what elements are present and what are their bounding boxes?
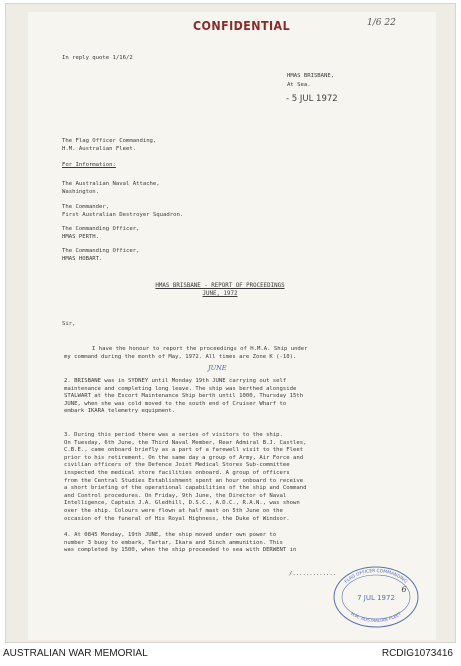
info-addressee: Washington. <box>62 189 100 195</box>
text-line: STALWART at the Escort Maintenance Ship berth until 1000, Thursday 15th <box>64 393 304 400</box>
text-line: number 3 buoy to embark, Tartar, Ikara and 5inch ammunition. This <box>64 539 283 546</box>
text-line: over the ship. Colours were flown at half mast on 5th June on the <box>64 507 283 514</box>
paragraph-1 <box>64 346 392 361</box>
report-title-line: HMAS BRISBANE - REPORT OF PROCEEDINGS <box>155 283 285 289</box>
text-line: occasion of the funeral of His Royal Highness, the Duke of Windsor. <box>64 515 290 522</box>
text-line: my command during the month of May, 1972. All times are Zone K (-10). <box>64 353 297 360</box>
info-addressee: The Commanding Officer, <box>62 248 140 254</box>
stamp-handwritten-number: 6 <box>401 585 407 594</box>
text-line: from the Central Studies Establishment spent an hour onboard to receive <box>64 477 304 484</box>
text-line: I have the honour to report the proceedings of H.M.A. Ship under <box>92 346 308 352</box>
text-line: inspected the medical store facilities onboard. A group of officers <box>64 469 290 476</box>
paragraph-3 <box>64 432 392 523</box>
date-stamp: - 5 JUL 1972 <box>286 94 338 104</box>
addressee-line: The Flag Officer Commanding, <box>62 138 157 144</box>
text-line: civilian officers of the Defence Joint Medical Stores Sub-committee <box>64 462 290 469</box>
text-line: a short briefing of the operational capabilities of the ship and Command <box>64 485 307 492</box>
for-information-label: For Information: <box>62 162 116 168</box>
text-line: embark IKARA telemetry equipment. <box>64 408 176 415</box>
location: At Sea. <box>287 82 311 88</box>
stamp-date: 7 JUL 1972 <box>357 594 395 602</box>
info-addressee: HMAS HOBART. <box>62 256 103 262</box>
addressee-line: H.M. Australian Fleet. <box>62 146 137 152</box>
confidential-stamp: CONFIDENTIAL <box>193 19 291 33</box>
signature-dots: /............. <box>289 571 337 577</box>
text-line: 2. BRISBANE was in SYDNEY until Monday 19th JUNE carrying out self <box>64 378 287 384</box>
reply-quote: In reply quote 1/16/2 <box>62 55 133 61</box>
info-addressee: HMAS PERTH. <box>62 234 100 240</box>
handwritten-correction: JUNE <box>208 364 227 372</box>
text-line: prior to his retirement. On the same day a group of Army, Air Force and <box>64 454 304 461</box>
text-line: maintenance and completing long leave. The ship was berthed alongside <box>64 385 297 392</box>
text-line: Intelligence, Captain J.A. Gledhill, D.S.C., A.D.C., R.A.N., was shown <box>64 500 300 507</box>
archive-name: AUSTRALIAN WAR MEMORIAL <box>3 648 148 659</box>
info-addressee: The Commander, <box>62 204 110 210</box>
text-line: On Tuesday, 6th June, the Third Naval Member, Rear Admiral B.J. Castles, <box>64 439 307 446</box>
paragraph-2 <box>64 378 392 416</box>
receipt-stamp <box>326 560 426 630</box>
footer-bar <box>0 644 461 666</box>
stamp-top-text: FLAG OFFICER COMMANDING <box>344 568 408 585</box>
info-addressee: The Commanding Officer, <box>62 226 140 232</box>
text-line: JUNE, when she was cold moved to the south end of Cruiser Wharf to <box>64 400 287 407</box>
report-title <box>139 283 301 298</box>
handwritten-reference: 1/6 22 <box>367 18 396 28</box>
text-line: 4. At 0845 Monday, 19th JUNE, the ship moved under own power to <box>64 532 277 538</box>
stamp-bottom-text: H.M. AUSTRALIAN FLEET <box>349 611 403 625</box>
text-line: C.B.E., came onboard briefly as a part of a farewell visit to the Fleet <box>64 447 304 454</box>
text-line: 3. During this period there was a series of visitors to the ship. <box>64 432 283 438</box>
salutation: Sir, <box>62 321 76 327</box>
text-line: was completed by 1500, when the ship proceeded to sea with DERWENT in <box>64 547 297 554</box>
info-addressee: First Australian Destroyer Squadron. <box>62 212 184 218</box>
info-addressee: The Australian Naval Attache, <box>62 181 160 187</box>
ship-name: HMAS BRISBANE, <box>287 73 335 79</box>
text-line: and Control procedures. On Friday, 9th June, the Director of Naval <box>64 492 287 499</box>
report-title-line: JUNE, 1972 <box>202 290 238 297</box>
paragraph-4 <box>64 532 392 555</box>
record-id: RCDIG1073416 <box>381 648 453 659</box>
